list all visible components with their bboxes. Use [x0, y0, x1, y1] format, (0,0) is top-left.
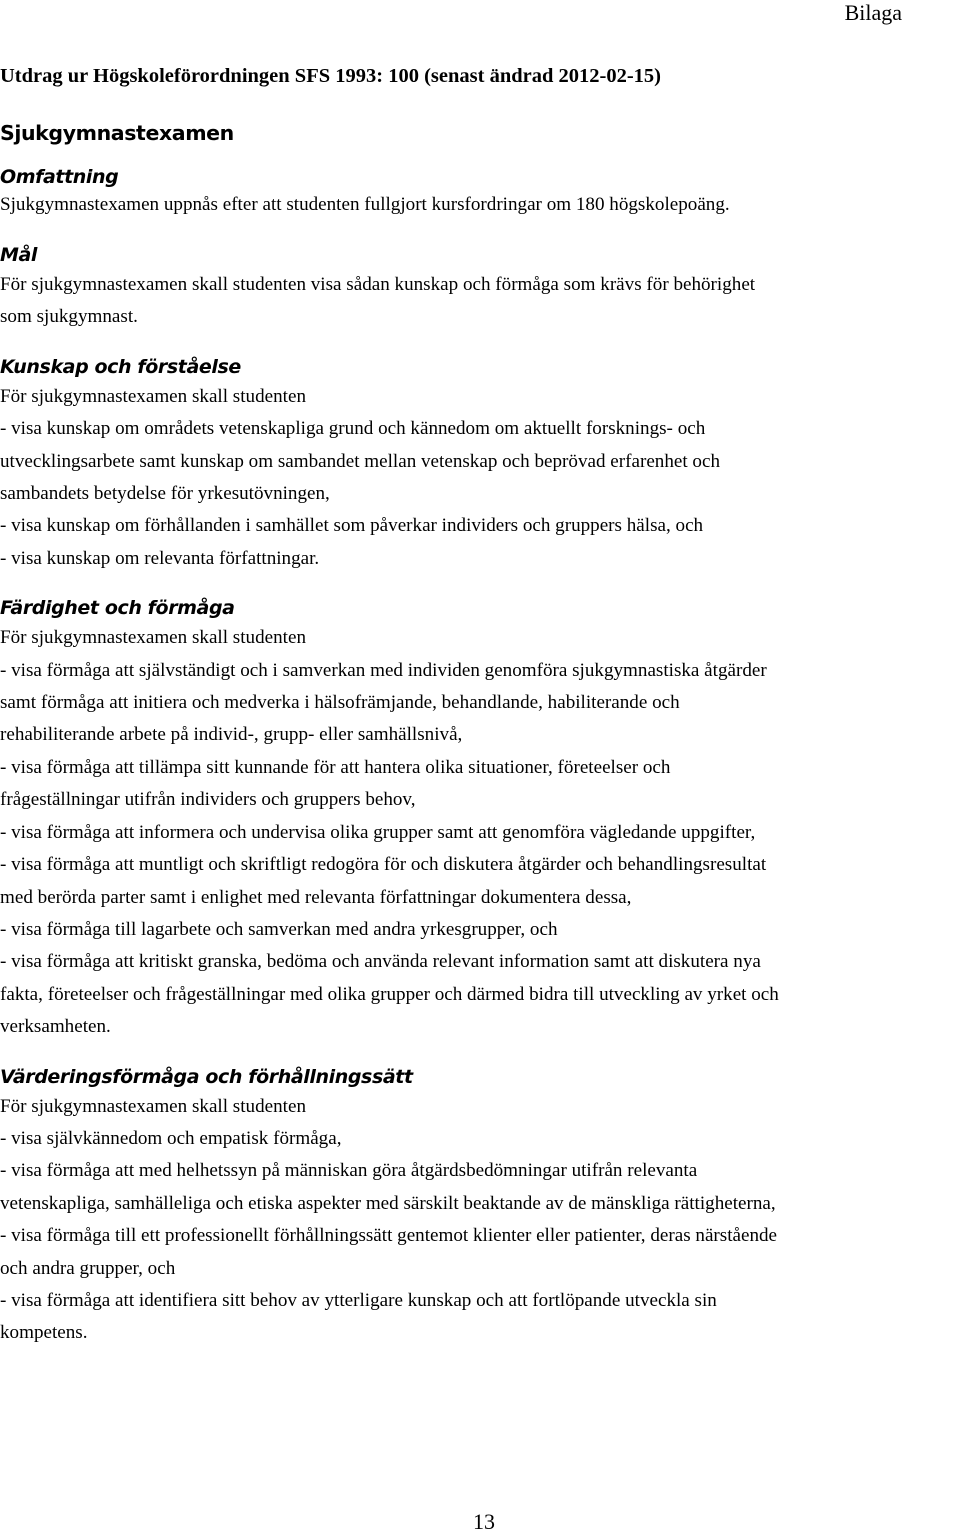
- text-line: - visa kunskap om förhållanden i samhället som påverkar individers och gruppers hälsa, och: [0, 515, 704, 537]
- text-line: - visa självkännedom och empatisk förmåga,: [0, 1127, 342, 1149]
- text-line: utvecklingsarbete samt kunskap om sambandet mellan vetenskap och beprövad erfarenhet och: [0, 450, 721, 472]
- text-line: - visa förmåga att självständigt och i samverkan med individen genomföra sjukgymnastiska åtgärder: [0, 659, 767, 681]
- text-line: - visa förmåga till lagarbete och samverkan med andra yrkesgrupper, och: [0, 918, 558, 940]
- page-number: 13: [473, 1509, 495, 1534]
- section-fardighet-och-formaga: [0, 594, 960, 1043]
- section-text: [0, 381, 960, 575]
- section-heading: Värderingsförmåga och förhållningssätt: [0, 1065, 413, 1088]
- text-line: - visa förmåga att identifiera sitt behov av ytterligare kunskap och att fortlöpande utveckla sin: [0, 1289, 717, 1311]
- text-line: fakta, företeelser och frågeställningar med olika grupper och därmed bidra till utveckling av yrket och: [0, 983, 779, 1005]
- section-mal: [0, 241, 960, 334]
- section-text: [0, 269, 960, 334]
- text-line: kompetens.: [0, 1322, 88, 1344]
- section-heading: Kunskap och förståelse: [0, 355, 241, 378]
- text-line: vetenskapliga, samhälleliga och etiska aspekter med särskilt beaktande av de mänskliga rättigheterna,: [0, 1192, 776, 1214]
- exam-title: Sjukgymnastexamen: [0, 121, 234, 145]
- text-line: rehabiliterande arbete på individ-, grupp- eller samhällsnivå,: [0, 724, 463, 746]
- text-line: För sjukgymnastexamen skall studenten visa sådan kunskap och förmåga som krävs för behörighet: [0, 274, 756, 295]
- section-text: [0, 1091, 960, 1350]
- text-line: - visa förmåga att med helhetssyn på människan göra åtgärdsbedömningar utifrån relevanta: [0, 1160, 698, 1182]
- attachment-label: Bilaga: [844, 0, 902, 25]
- section-text: [0, 191, 960, 218]
- text-line: verksamheten.: [0, 1016, 111, 1038]
- section-heading: Mål: [0, 244, 38, 266]
- text-line: - visa förmåga att tillämpa sitt kunnande för att hantera olika situationer, företeelser och: [0, 756, 671, 778]
- document-body: [0, 61, 960, 1350]
- text-line: - visa kunskap om områdets vetenskapliga grund och kännedom om aktuellt forsknings- och: [0, 418, 706, 440]
- section-heading: Omfattning: [0, 166, 119, 188]
- text-line: - visa förmåga att muntligt och skriftligt redogöra för och diskutera åtgärder och behandlingsresultat: [0, 854, 767, 876]
- section-heading: Färdighet och förmåga: [0, 597, 235, 620]
- text-line: som sjukgymnast.: [0, 306, 138, 328]
- text-line: För sjukgymnastexamen skall studenten: [0, 627, 306, 649]
- text-line: - visa kunskap om relevanta författningar.: [0, 547, 320, 569]
- text-line: frågeställningar utifrån individers och gruppers behov,: [0, 789, 416, 811]
- section-omfattning: [0, 163, 960, 218]
- text-line: - visa förmåga till ett professionellt förhållningssätt gentemot klienter eller patienter, deras närstående: [0, 1225, 778, 1247]
- text-line: För sjukgymnastexamen skall studenten: [0, 385, 306, 407]
- text-line: För sjukgymnastexamen skall studenten: [0, 1095, 306, 1117]
- document-title: Utdrag ur Högskoleförordningen SFS 1993: 100 (senast ändrad 2012-02-15): [0, 65, 661, 87]
- text-line: - visa förmåga att kritiskt granska, bedöma och använda relevant information samt att diskutera nya: [0, 951, 761, 973]
- text-line: Sjukgymnastexamen uppnås efter att studenten fullgjort kursfordringar om 180 högskolepoäng.: [0, 194, 730, 215]
- text-line: med berörda parter samt i enlighet med relevanta författningar dokumentera dessa,: [0, 886, 632, 908]
- section-varderingsformaga-och-forhallningssatt: [0, 1063, 960, 1350]
- text-line: och andra grupper, och: [0, 1257, 176, 1279]
- section-text: [0, 622, 960, 1043]
- text-line: samt förmåga att initiera och medverka i hälsofrämjande, behandlande, habiliterande och: [0, 692, 680, 714]
- section-kunskap-och-forstaelse: [0, 353, 960, 575]
- text-line: sambandets betydelse för yrkesutövningen,: [0, 483, 330, 505]
- text-line: - visa förmåga att informera och undervisa olika grupper samt att genomföra vägledande uppgifter,: [0, 821, 756, 843]
